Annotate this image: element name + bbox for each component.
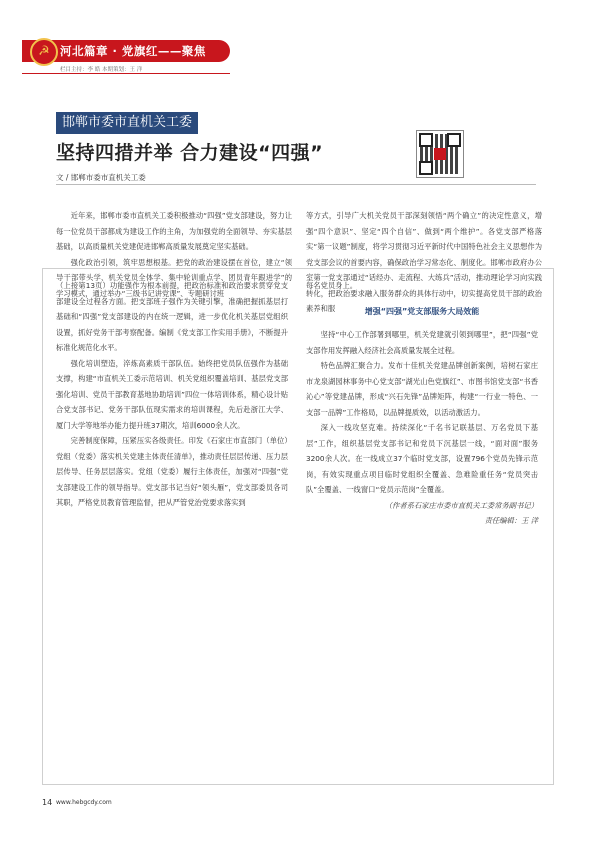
- article-paragraph: 每名党员身上。: [306, 281, 358, 290]
- article-paragraph: 等方式，引导广大机关党员干部深刻领悟“两个确立”的决定性意义，增强“四个意识”、坚定“四个自信”、做到“两个维护”。各党支部严格落实“第一议题”制度，将学习贯彻习近平新时代中国特色社会主义思想作为党支部会议的首要内容，确保政治学习常态化、制度化。邯郸市政府办公室第一党支部通过“话经办、走流程、大练兵”活动，推动理论学习向实践转化，把政治要求融入服务群众的具体行动中，切实提高党员干部的政治素养和服: [306, 211, 542, 313]
- qr-corner-tl: [419, 133, 433, 147]
- banner-divider: [22, 73, 230, 74]
- column-credits: 栏目主持：李 皓 本期策划：王 洋: [60, 67, 143, 73]
- article-paragraph: （上接第13页）功能强作为根本前提，把政治标准和政治要求贯穿党支部建设全过程各方面。把支部班子强作为关键引擎，准确把握抓基层打基础和“四强”党支部建设的内在统一逻辑，进一步优化机关基层党组织设置，抓好党务干部考察配备。编制《党支部工作实用手册》，不断提升标准化规范化水平。: [56, 281, 288, 352]
- qr-corner-tr: [447, 133, 461, 147]
- page-number: 14: [42, 798, 53, 807]
- party-emblem-icon: ☭: [30, 38, 58, 66]
- section-subheading: 增强“四强”党支部服务大局效能: [364, 306, 480, 316]
- article-paragraph: 深入一线攻坚克难。持续深化“千名书记联基层、万名党员下基层”工作，组织基层党支部书记和党员下沉基层一线，“面对面”服务3200余人次。在一线成立37个临时党支部，设置796个党员先锋示范岗，有效实现重点项目临时党组织全覆盖、急难险重任务“党员突击队”全覆盖、一线窗口“党员示范岗”全覆盖。: [306, 423, 538, 494]
- article-paragraph: 强化政治引领，筑牢思想根基。把党的政治建设摆在首位，建立“领导干部带头学、机关党员全体学、集中轮训重点学、团员青年跟进学”的学习模式，通过举办“三级书记讲党课”、专题研讨班: [56, 257, 292, 298]
- article-paragraph: 坚持“中心工作部署到哪里，机关党建就引领到哪里”，把“四强”党支部作用发挥融入经济社会高质量发展全过程。: [306, 330, 538, 355]
- qr-logo: [434, 148, 446, 160]
- article-paragraph: 强化培训塑造，淬炼高素质干部队伍。始终把党员队伍强作为基础支撑，构建“市直机关工委示范培训、机关党组织覆盖培训、基层党支部强化培训、党员干部教育基地协助培训”四位一体培训体系，精心设计贴合党支部书记、党务干部队伍现实需求的培训课程，先后赴浙江大学、厦门大学等地举办能力提升班37期次，培训6000余人次。: [56, 358, 288, 430]
- qr-corner-bl: [419, 161, 433, 175]
- column-banner-title: 河北篇章 · 党旗红——聚焦: [60, 44, 206, 58]
- article-title: 坚持四措并举 合力建设“四强”: [56, 142, 324, 164]
- article-paragraph: 近年来，邯郸市委市直机关工委积极推动“四强”党支部建设，努力让每一位党员干部都成为建设工作的主角，为加强党的全面领导、夯实基层基础，以高质量机关党建促进邯郸高质量发展奠定坚实基础。: [56, 211, 292, 251]
- continued-column-2: [306, 278, 538, 529]
- qr-code-icon: [416, 130, 464, 178]
- editor-credit: 责任编辑：王 洋: [484, 516, 538, 525]
- article-paragraph: 特色品牌汇聚合力。发布十佳机关党建品牌创新案例，培树石家庄市龙泉湖园林事务中心党支部“湖光山色党旗红”、市图书馆党支部“书香沁心”等党建品牌，形成“兴石先锋”品牌矩阵，构建“一行业一特色、一支部一品牌”工作格局，以品牌提质效，以活动激活力。: [306, 361, 538, 417]
- header-divider: [56, 184, 536, 185]
- author-note: （作者系石家庄市委市直机关工委常务副书记）: [384, 500, 538, 510]
- article-byline: 文 / 邯郸市委市直机关工委: [56, 173, 146, 182]
- continued-column-1: [56, 278, 288, 511]
- site-url[interactable]: www.hebgcdy.com: [56, 799, 112, 806]
- article-paragraph: 完善制度保障，压紧压实各级责任。印发《石家庄市直部门（单位）党组（党委）落实机关党建主体责任清单》，推动责任层层传递、压力层层传导、任务层层落实。党组（党委）履行主体责任，加强对“四强”党支部建设工作的领导指导。党支部书记当好“领头雁”，党支部委员各司其职，严格党员教育管理监督，把从严管党治党要求落实到: [56, 436, 288, 507]
- author-tag: 邯郸市委市直机关工委: [56, 112, 198, 134]
